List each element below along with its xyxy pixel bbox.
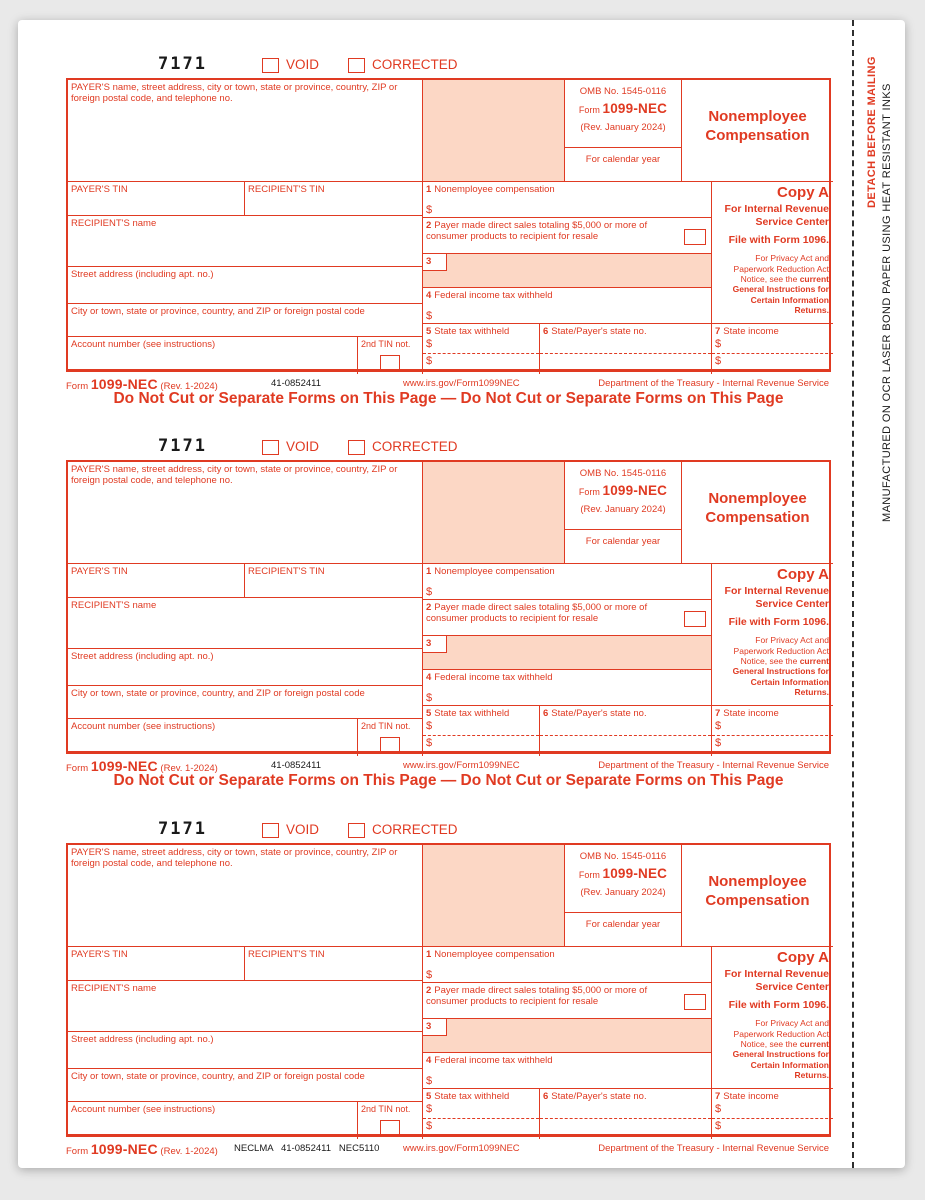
omb-box xyxy=(565,462,682,564)
box2-checkbox[interactable] xyxy=(684,229,706,245)
second-tin-checkbox[interactable] xyxy=(380,1120,400,1135)
shaded-area xyxy=(423,80,565,182)
perforation-dashed-line xyxy=(852,20,854,1168)
footer-irs-url[interactable]: www.irs.gov/Form1099NEC xyxy=(403,378,520,389)
form-number-line: Form 1099-NEC xyxy=(578,101,668,116)
payers-tin-field[interactable]: PAYER'S TIN xyxy=(68,564,245,598)
omb-number: OMB No. 1545-0116 xyxy=(579,86,667,97)
box5-state-tax-withheld[interactable]: 5 State tax withheld $ $ xyxy=(423,706,540,756)
second-tin-cell: 2nd TIN not. xyxy=(358,719,423,756)
calendar-year-field[interactable]: For calendar year xyxy=(565,912,681,947)
form-sheet xyxy=(18,20,905,1168)
recipients-name-field[interactable]: RECIPIENT'S name xyxy=(68,598,423,649)
void-checkbox[interactable] xyxy=(262,440,279,455)
box5-state-tax-withheld[interactable]: 5 State tax withheld $ $ xyxy=(423,1089,540,1139)
box2-checkbox[interactable] xyxy=(684,611,706,627)
form-1099nec-copy xyxy=(66,436,831,794)
corrected-label: CORRECTED xyxy=(372,57,458,72)
payer-info-label: PAYER'S name, street address, city or town, state or province, country, ZIP or foreign postal code, and telephone no. xyxy=(71,82,398,105)
privacy-notice: For Privacy Act and Paperwork Reduction Act Notice, see the current General Instructions for Certain Information Returns. xyxy=(732,635,829,698)
footer-irs-url[interactable]: www.irs.gov/Form1099NEC xyxy=(403,1143,520,1154)
omb-box xyxy=(565,845,682,947)
revision-line: (Rev. January 2024) xyxy=(580,504,666,515)
box3-number-chip: 3 xyxy=(423,254,447,271)
copy-a-block xyxy=(712,564,833,706)
box3-number-chip: 3 xyxy=(423,636,447,653)
copy-a-title: Copy A xyxy=(777,949,829,966)
corrected-label: CORRECTED xyxy=(372,822,458,837)
privacy-notice: For Privacy Act and Paperwork Reduction Act Notice, see the current General Instructions for Certain Information Returns. xyxy=(732,253,829,316)
payer-info-field[interactable] xyxy=(68,80,423,182)
recipients-name-field[interactable]: RECIPIENT'S name xyxy=(68,981,423,1032)
box4-federal-tax-withheld[interactable]: 4 Federal income tax withheld $ xyxy=(423,288,712,324)
form-number-line: Form 1099-NEC xyxy=(578,866,668,881)
street-address-field[interactable]: Street address (including apt. no.) xyxy=(68,1032,423,1069)
void-label: VOID xyxy=(286,822,320,837)
title-cell xyxy=(682,845,833,947)
payer-info-label: PAYER'S name, street address, city or town, state or province, country, ZIP or foreign postal code, and telephone no. xyxy=(71,464,398,487)
omb-number: OMB No. 1545-0116 xyxy=(579,851,667,862)
box3-shaded xyxy=(423,1019,712,1053)
detach-before-mailing-text: DETACH BEFORE MAILING xyxy=(866,56,878,208)
corrected-checkbox[interactable] xyxy=(348,58,365,73)
street-address-field[interactable]: Street address (including apt. no.) xyxy=(68,267,423,304)
shaded-area xyxy=(423,462,565,564)
payers-tin-field[interactable]: PAYER'S TIN xyxy=(68,182,245,216)
box2-direct-sales: 2 Payer made direct sales totaling $5,000 or more of consumer products to recipient for resale xyxy=(423,600,712,636)
copy-a-block xyxy=(712,947,833,1089)
form-header xyxy=(66,54,831,78)
corrected-label: CORRECTED xyxy=(372,439,458,454)
recipients-name-field[interactable]: RECIPIENT'S name xyxy=(68,216,423,267)
footer-irs-url[interactable]: www.irs.gov/Form1099NEC xyxy=(403,760,520,771)
void-checkbox[interactable] xyxy=(262,58,279,73)
footer-codes: 41-0852411 xyxy=(271,760,322,771)
payer-info-field[interactable] xyxy=(68,462,423,564)
form-box xyxy=(66,843,831,1137)
revision-line: (Rev. January 2024) xyxy=(580,887,666,898)
form-header xyxy=(66,436,831,460)
payer-info-label: PAYER'S name, street address, city or town, state or province, country, ZIP or foreign postal code, and telephone no. xyxy=(71,847,398,870)
copy-a-file-with: File with Form 1096. xyxy=(728,616,829,629)
footer-codes: 41-0852411 xyxy=(271,378,322,389)
footer-form-id: Form 1099-NEC (Rev. 1-2024) xyxy=(66,758,218,774)
account-number-field[interactable]: Account number (see instructions) xyxy=(68,337,358,374)
ocr-code-7171: 7171 xyxy=(158,54,207,74)
title-cell xyxy=(682,462,833,564)
account-number-field[interactable]: Account number (see instructions) xyxy=(68,719,358,756)
omb-box xyxy=(565,80,682,182)
city-state-zip-field[interactable]: City or town, state or province, country, and ZIP or foreign postal code xyxy=(68,304,423,337)
form-1099nec-copy xyxy=(66,819,831,1177)
form-title: Nonemployee Compensation xyxy=(705,108,810,144)
footer-treasury: Department of the Treasury - Internal Revenue Service xyxy=(598,1143,829,1154)
footer-form-id: Form 1099-NEC (Rev. 1-2024) xyxy=(66,1141,218,1157)
street-address-field[interactable]: Street address (including apt. no.) xyxy=(68,649,423,686)
box7-state-income[interactable]: 7 State income $ $ xyxy=(712,1089,833,1139)
void-label: VOID xyxy=(286,439,320,454)
box6-state-payer-no[interactable]: 6 State/Payer's state no. xyxy=(540,706,712,756)
form-1099nec-copy xyxy=(66,54,831,412)
box1-nonemployee-compensation[interactable]: 1 Nonemployee compensation $ xyxy=(423,182,712,218)
recipients-tin-field[interactable]: RECIPIENT'S TIN xyxy=(245,182,423,216)
revision-line: (Rev. January 2024) xyxy=(580,122,666,133)
copy-a-title: Copy A xyxy=(777,566,829,583)
account-number-field[interactable]: Account number (see instructions) xyxy=(68,1102,358,1139)
ocr-code-7171: 7171 xyxy=(158,819,207,839)
box2-direct-sales: 2 Payer made direct sales totaling $5,000 or more of consumer products to recipient for resale xyxy=(423,983,712,1019)
copy-a-title: Copy A xyxy=(777,184,829,201)
manufactured-text: MANUFACTURED ON OCR LASER BOND PAPER USING HEAT RESISTANT INKS xyxy=(881,83,893,522)
box6-state-payer-no[interactable]: 6 State/Payer's state no. xyxy=(540,324,712,374)
void-label: VOID xyxy=(286,57,320,72)
calendar-year-field[interactable]: For calendar year xyxy=(565,529,681,564)
box1-nonemployee-compensation[interactable]: 1 Nonemployee compensation $ xyxy=(423,947,712,983)
copy-a-for-irs: For Internal Revenue Service Center xyxy=(724,585,829,611)
payer-info-field[interactable] xyxy=(68,845,423,947)
box2-checkbox[interactable] xyxy=(684,994,706,1010)
box6-state-payer-no[interactable]: 6 State/Payer's state no. xyxy=(540,1089,712,1139)
calendar-year-field[interactable]: For calendar year xyxy=(565,147,681,182)
form-number-line: Form 1099-NEC xyxy=(578,483,668,498)
form-title: Nonemployee Compensation xyxy=(705,873,810,909)
second-tin-cell: 2nd TIN not. xyxy=(358,337,423,374)
box1-nonemployee-compensation[interactable]: 1 Nonemployee compensation $ xyxy=(423,564,712,600)
copy-a-file-with: File with Form 1096. xyxy=(728,999,829,1012)
footer-treasury: Department of the Treasury - Internal Revenue Service xyxy=(598,378,829,389)
box3-shaded xyxy=(423,636,712,670)
box2-direct-sales: 2 Payer made direct sales totaling $5,000 or more of consumer products to recipient for resale xyxy=(423,218,712,254)
footer-form-id: Form 1099-NEC (Rev. 1-2024) xyxy=(66,376,218,392)
form-box xyxy=(66,460,831,754)
box7-state-income[interactable]: 7 State income $ $ xyxy=(712,324,833,374)
box3-shaded xyxy=(423,254,712,288)
city-state-zip-field[interactable]: City or town, state or province, country, and ZIP or foreign postal code xyxy=(68,1069,423,1102)
form-title: Nonemployee Compensation xyxy=(705,490,810,526)
footer-codes: NECLMA 41-0852411 NEC5110 xyxy=(234,1143,380,1154)
recipients-tin-field[interactable]: RECIPIENT'S TIN xyxy=(245,947,423,981)
do-not-cut-notice: Do Not Cut or Separate Forms on This Page — Do Not Cut or Separate Forms on This Page xyxy=(113,772,784,789)
second-tin-cell: 2nd TIN not. xyxy=(358,1102,423,1139)
box3-number-chip: 3 xyxy=(423,1019,447,1036)
corrected-checkbox[interactable] xyxy=(348,440,365,455)
privacy-notice: For Privacy Act and Paperwork Reduction Act Notice, see the current General Instructions for Certain Information Returns. xyxy=(732,1018,829,1081)
payers-tin-field[interactable]: PAYER'S TIN xyxy=(68,947,245,981)
second-tin-checkbox[interactable] xyxy=(380,355,400,370)
form-header xyxy=(66,819,831,843)
copy-a-for-irs: For Internal Revenue Service Center xyxy=(724,203,829,229)
omb-number: OMB No. 1545-0116 xyxy=(579,468,667,479)
title-cell xyxy=(682,80,833,182)
box4-federal-tax-withheld[interactable]: 4 Federal income tax withheld $ xyxy=(423,1053,712,1089)
second-tin-checkbox[interactable] xyxy=(380,737,400,752)
form-box xyxy=(66,78,831,372)
footer-treasury: Department of the Treasury - Internal Revenue Service xyxy=(598,760,829,771)
form-footer xyxy=(66,1139,831,1157)
do-not-cut-notice: Do Not Cut or Separate Forms on This Page — Do Not Cut or Separate Forms on This Page xyxy=(113,390,784,407)
box7-state-income[interactable]: 7 State income $ $ xyxy=(712,706,833,756)
city-state-zip-field[interactable]: City or town, state or province, country, and ZIP or foreign postal code xyxy=(68,686,423,719)
void-checkbox[interactable] xyxy=(262,823,279,838)
shaded-area xyxy=(423,845,565,947)
recipients-tin-field[interactable]: RECIPIENT'S TIN xyxy=(245,564,423,598)
box4-federal-tax-withheld[interactable]: 4 Federal income tax withheld $ xyxy=(423,670,712,706)
copy-a-block xyxy=(712,182,833,324)
corrected-checkbox[interactable] xyxy=(348,823,365,838)
box5-state-tax-withheld[interactable]: 5 State tax withheld $ $ xyxy=(423,324,540,374)
copy-a-file-with: File with Form 1096. xyxy=(728,234,829,247)
ocr-code-7171: 7171 xyxy=(158,436,207,456)
copy-a-for-irs: For Internal Revenue Service Center xyxy=(724,968,829,994)
